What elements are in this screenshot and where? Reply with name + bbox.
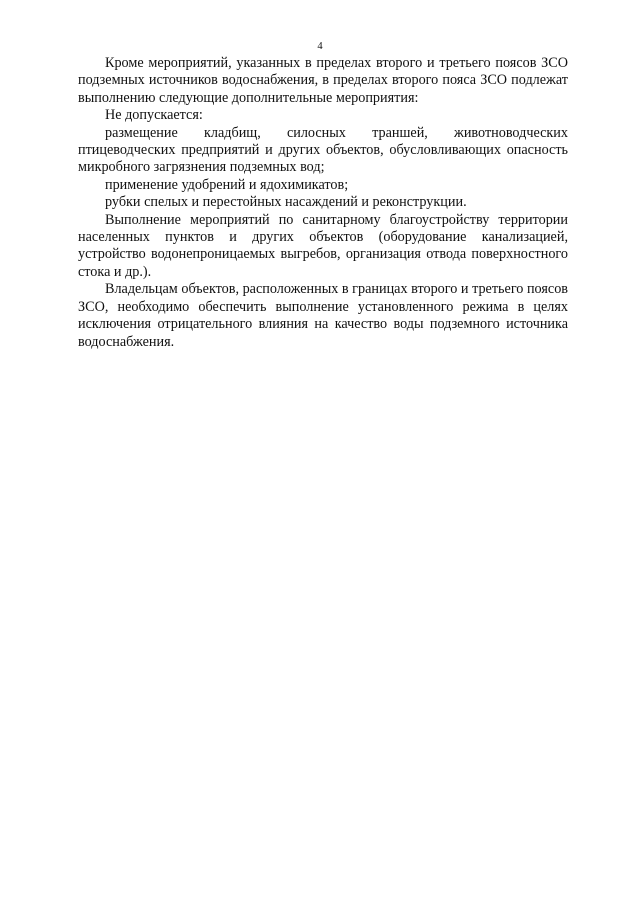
paragraph-owners-obligation: Владельцам объектов, расположенных в границах второго и третьего поясов ЗСО, необходимо обеспечить выполнение установленного режима в целях исключения отрицательного влияния на качество воды подземного источника водоснабжения. [78, 281, 568, 350]
paragraph-sanitation-measures: Выполнение мероприятий по санитарному благоустройству территории населенных пунктов и других объектов (оборудование канализацией, устройство водонепроницаемых выгребов, организация отвода поверхностного стока и др.). [78, 211, 568, 280]
paragraph-not-allowed-heading: Не допускается: [105, 107, 203, 124]
paragraph-logging-restriction: рубки спелых и перестойных насаждений и реконструкции. [105, 194, 467, 211]
page-number: 4 [317, 41, 323, 52]
document-body [78, 55, 568, 351]
paragraph-measures-intro: Кроме мероприятий, указанных в пределах второго и третьего поясов ЗСО подземных источников водоснабжения, в пределах второго пояса ЗСО подлежат выполнению следующие дополнительные мероприятия: [78, 55, 568, 106]
paragraph-fertilizer-restriction: применение удобрений и ядохимикатов; [105, 176, 349, 193]
paragraph-placement-restriction: размещение кладбищ, силосных траншей, животноводческих птицеводческих предприятий и других объектов, обусловливающих опасность микробного загрязнения подземных вод; [78, 124, 568, 176]
